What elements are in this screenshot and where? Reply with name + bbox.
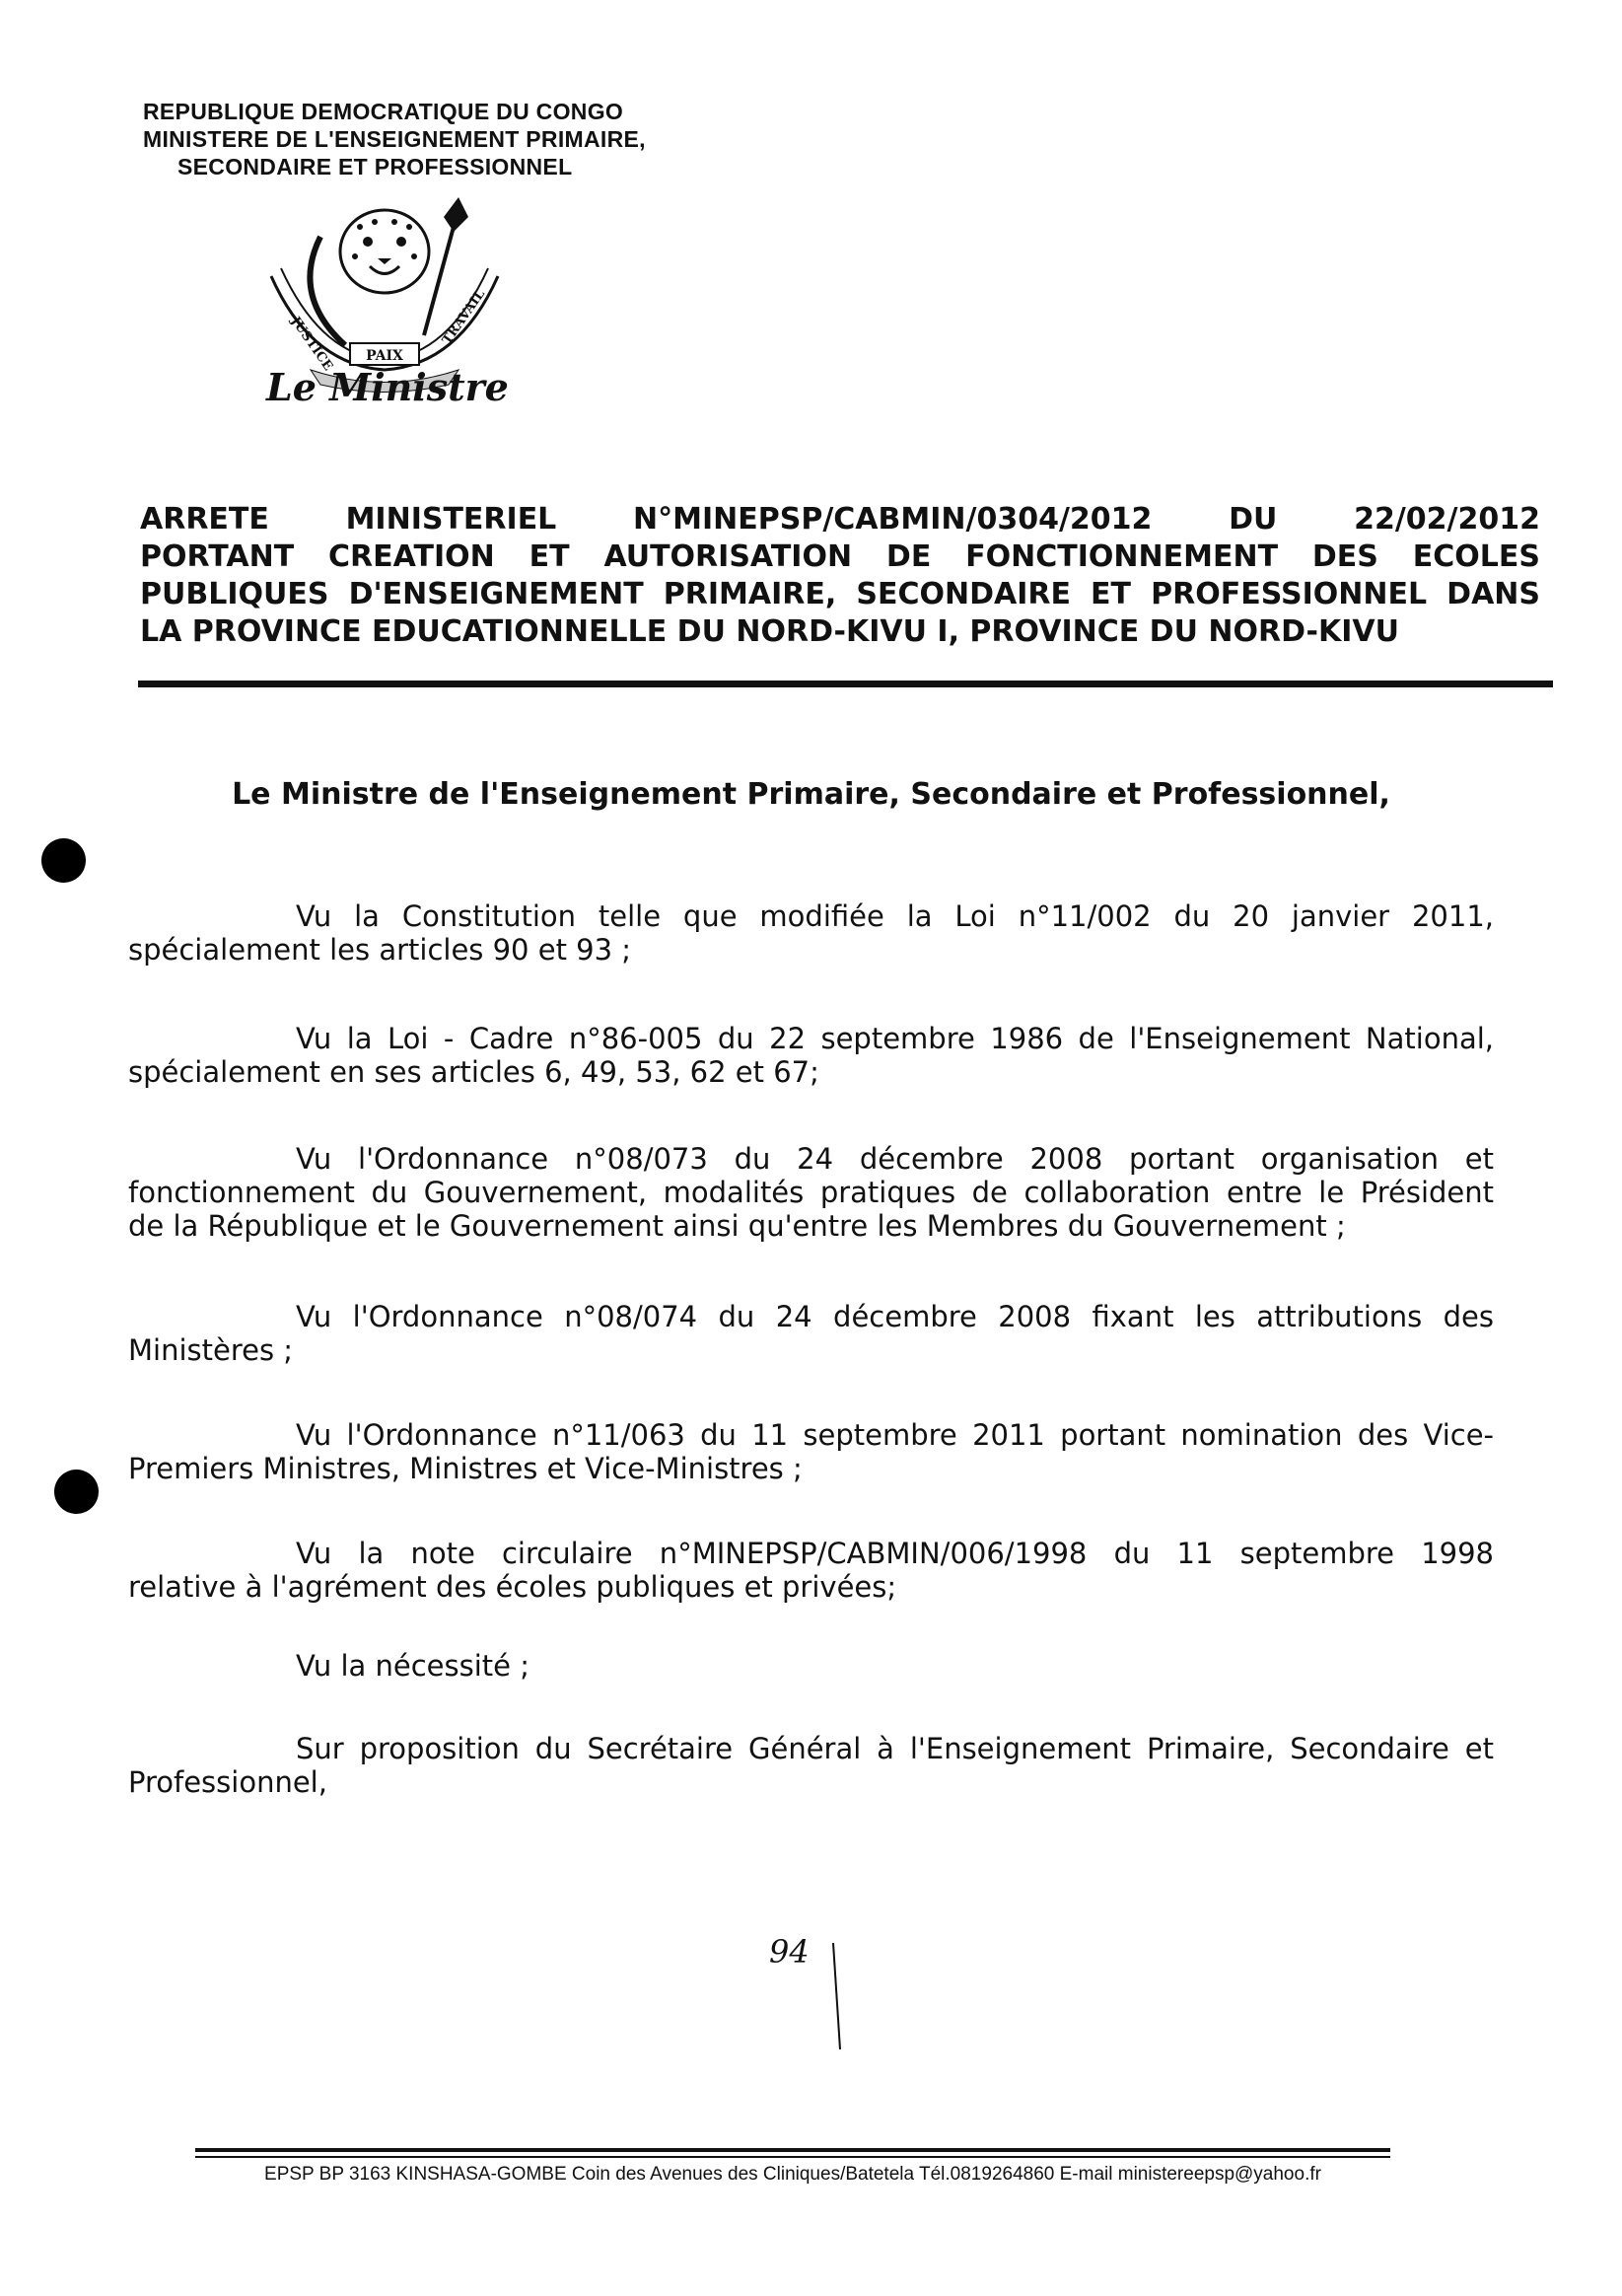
paragraph-line: Professionnel, [128,1765,327,1799]
header-ministry-2: SECONDAIRE ET PROFESSIONNEL [177,154,573,179]
footer-rule-thin [195,2156,1390,2158]
preamble-paragraph-6 [128,1537,1494,1604]
decree-title [140,501,1540,651]
paragraph-line: Vu la Constitution telle que modifiée la Loi n°11/002 du 20 janvier 2011, [296,899,1494,933]
minister-heading: Le Ministre de l'Enseignement Primaire, Secondaire et Professionnel, [232,777,1390,812]
svg-text:JUSTICE: JUSTICE [287,314,336,374]
footer-rule [195,2148,1390,2152]
paragraph-line: Vu la Loi - Cadre n°86-005 du 22 septembre 1986 de l'Enseignement National, [296,1022,1494,1055]
decree-title-line-2: PORTANT CREATION ET AUTORISATION DE FONCTIONNEMENT DES ECOLES [140,539,1540,574]
header-ministry: MINISTERE DE L'ENSEIGNEMENT PRIMAIRE, [143,126,646,152]
paragraph-line: Vu la note circulaire n°MINEPSP/CABMIN/006/1998 du 11 septembre 1998 [296,1537,1494,1570]
preamble-paragraph-4 [128,1300,1494,1367]
hole-punch-mark [54,1470,99,1514]
paragraph-line: Vu l'Ordonnance n°11/063 du 11 septembre 2011 portant nomination des Vice- [296,1418,1494,1452]
paragraph-line: Vu l'Ordonnance n°08/074 du 24 décembre 2008 fixant les attributions des [296,1300,1494,1333]
preamble-paragraph-3 [128,1142,1494,1243]
minister-signature-title: Le Ministre [266,365,509,409]
preamble-paragraph-1 [128,899,1494,967]
paragraph-line: Vu l'Ordonnance n°08/073 du 24 décembre 2008 portant organisation et [296,1142,1494,1176]
initials-stroke [828,1943,848,2051]
paragraph-line: fonctionnement du Gouvernement, modalités pratiques de collaboration entre le Président [128,1176,1494,1209]
decree-title-line-1: ARRETE MINISTERIEL N°MINEPSP/CABMIN/0304/2012 DU 22/02/2012 [140,502,1540,537]
hole-punch-mark [41,838,86,883]
paragraph-line: de la République et le Gouvernement ainsi qu'entre les Membres du Gouvernement ; [128,1209,1346,1243]
paragraph-line: relative à l'agrément des écoles publiques et privées; [128,1570,897,1604]
preamble-paragraph-2 [128,1022,1494,1089]
title-rule [138,681,1553,687]
paragraph-line: Premiers Ministres, Ministres et Vice-Ministres ; [128,1452,803,1485]
footer-address: EPSP BP 3163 KINSHASA-GOMBE Coin des Avenues des Cliniques/Batetela Tél.0819264860 E-mail ministereepsp@yahoo.fr [264,2164,1321,2185]
decree-title-line-3: PUBLIQUES D'ENSEIGNEMENT PRIMAIRE, SECONDAIRE ET PROFESSIONNEL DANS [140,577,1540,611]
paragraph-line: spécialement les articles 90 et 93 ; [128,933,632,967]
svg-text:TRAVAIL: TRAVAIL [439,287,488,348]
paragraph-line: Sur proposition du Secrétaire Général à l'Enseignement Primaire, Secondaire et [296,1732,1494,1765]
svg-text:PAIX: PAIX [366,348,403,364]
preamble-paragraph-5 [128,1418,1494,1485]
preamble-paragraph-8 [128,1732,1494,1799]
preamble-paragraph-7: Vu la nécessité ; [296,1649,529,1683]
paragraph-line: Ministères ; [128,1333,294,1367]
paragraph-line: spécialement en ses articles 6, 49, 53, 62 et 67; [128,1055,819,1089]
decree-title-line-4: LA PROVINCE EDUCATIONNELLE DU NORD-KIVU I, PROVINCE DU NORD-KIVU [140,614,1399,649]
handwritten-initials: 94 [769,1933,810,1971]
header-country: REPUBLIQUE DEMOCRATIQUE DU CONGO [143,99,624,124]
